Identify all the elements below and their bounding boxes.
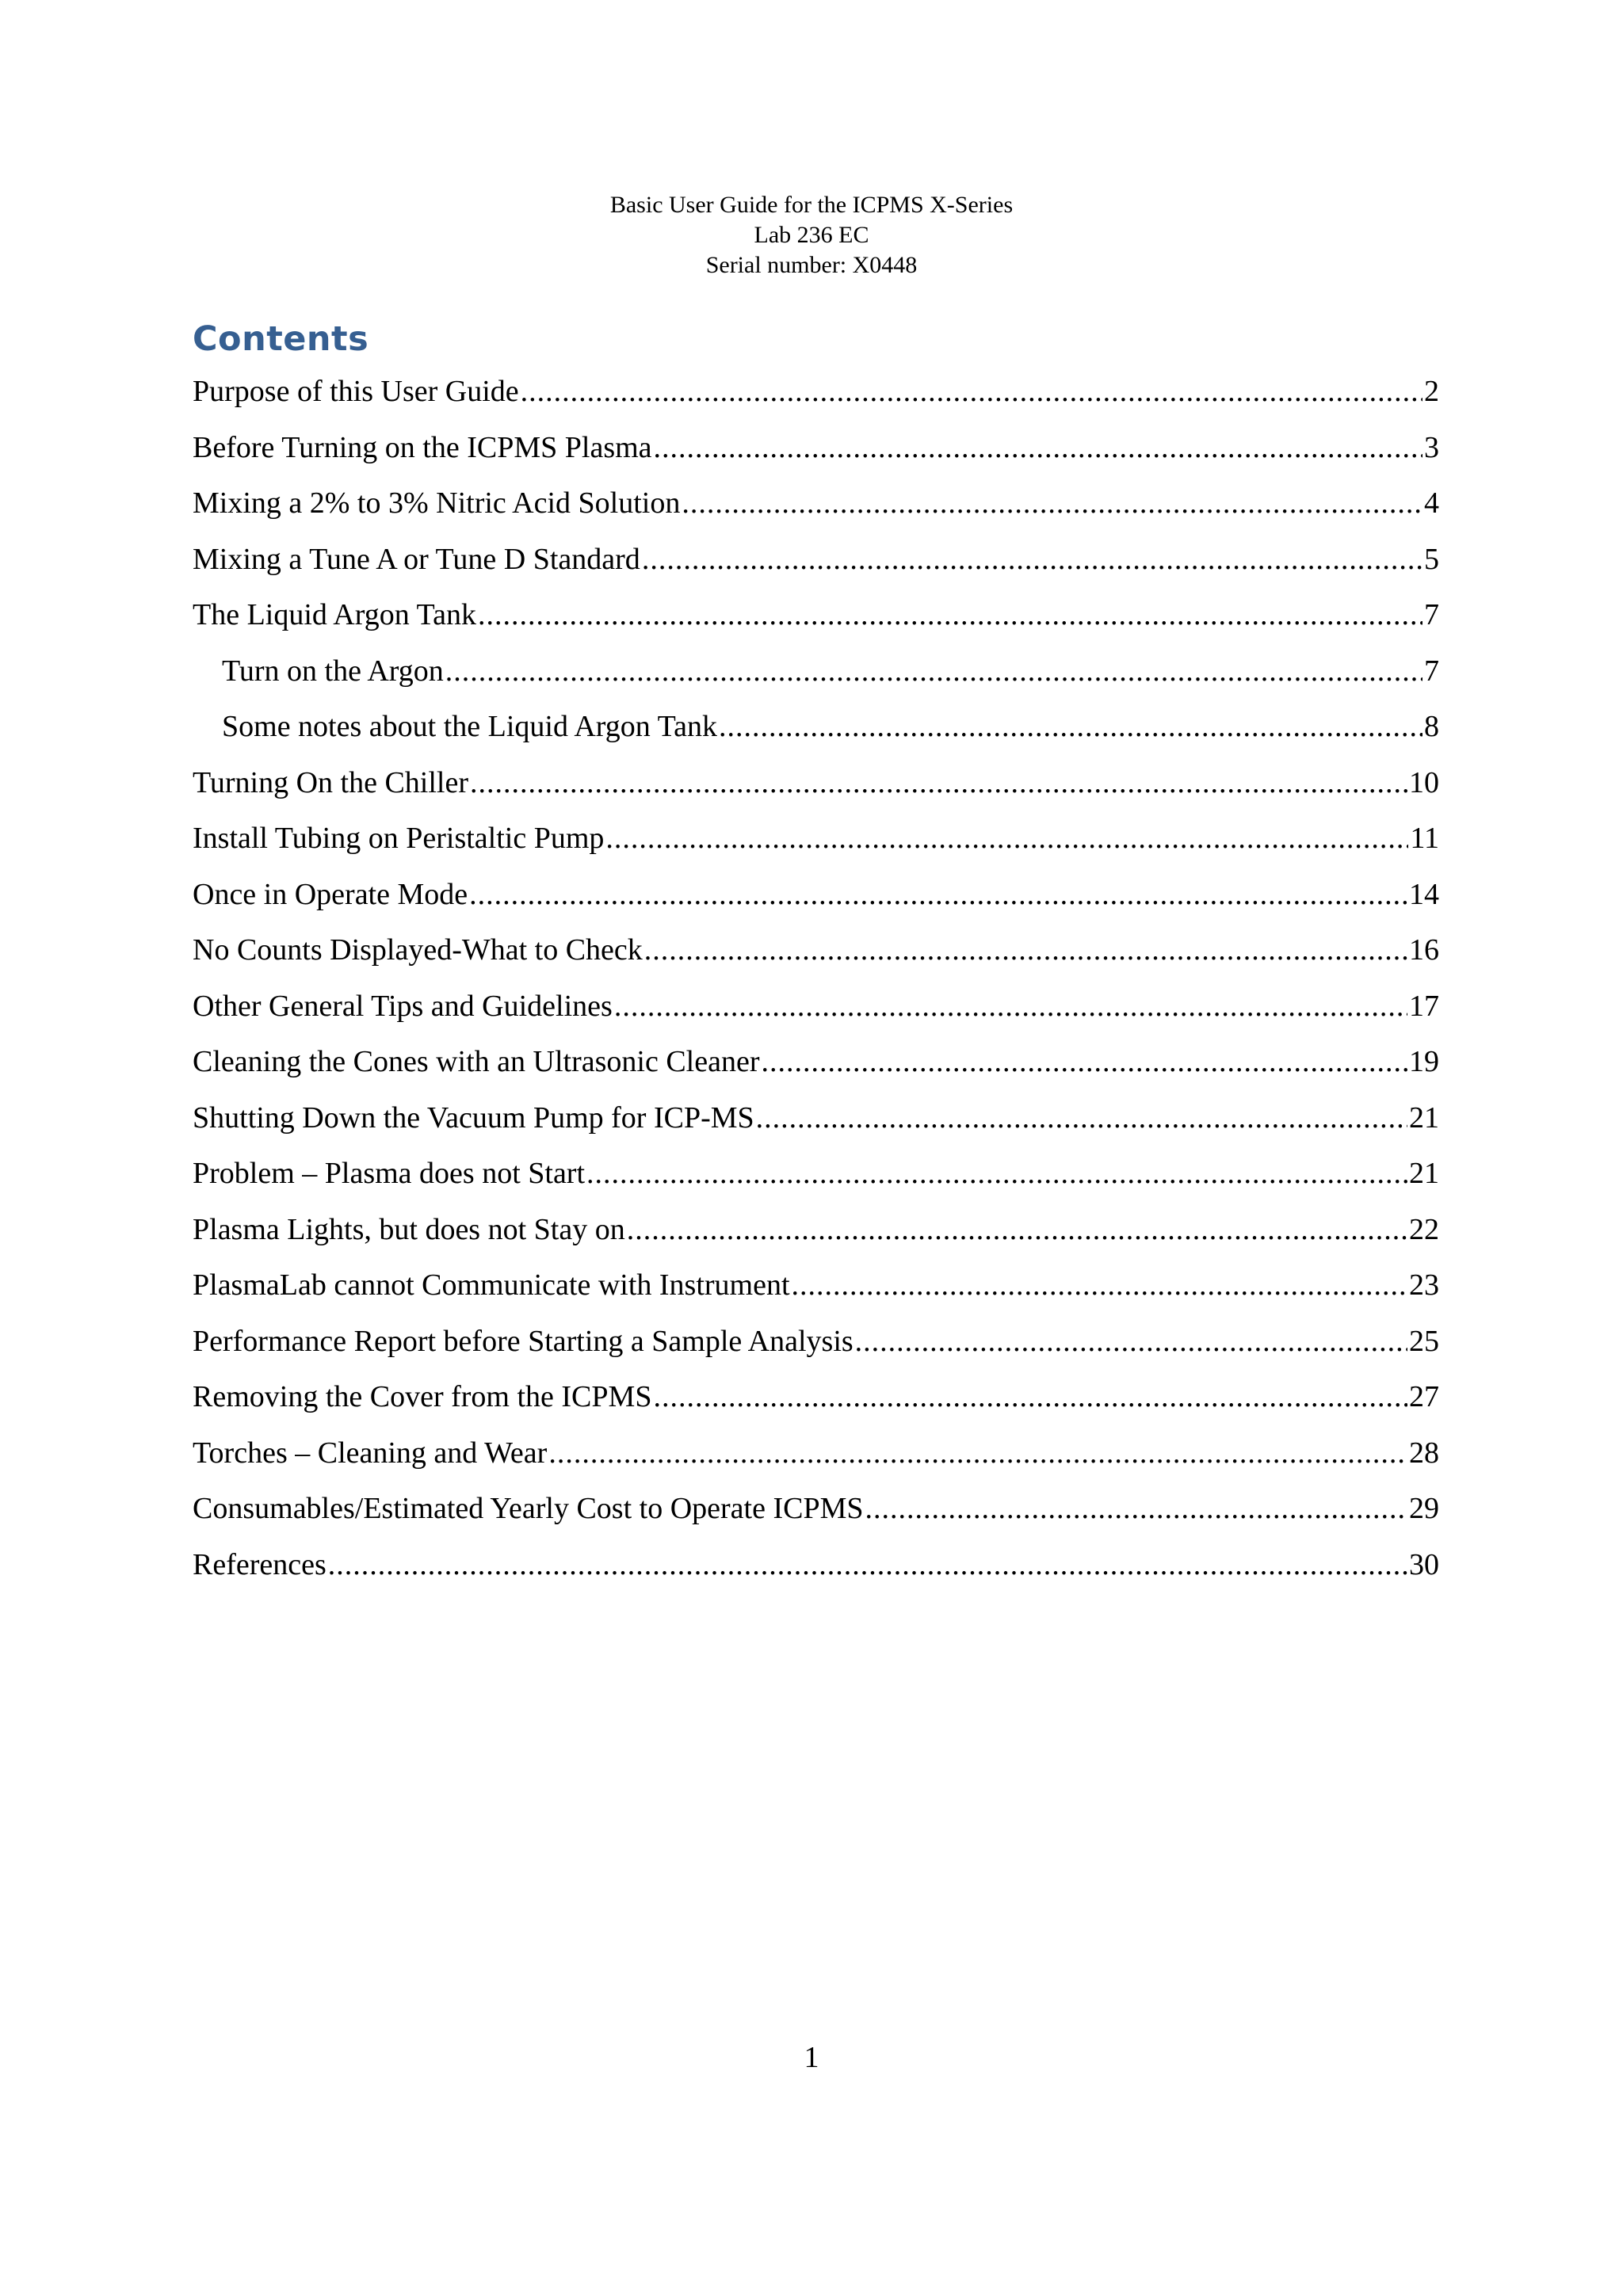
toc-entry-page: 2 [1424,375,1439,408]
toc-entry-page: 17 [1409,989,1439,1023]
toc-entry-performance-report[interactable] [193,1319,1439,1375]
toc-entry-vacuum-pump[interactable] [193,1096,1439,1152]
toc-entry-title: Problem – Plasma does not Start [193,1157,586,1190]
toc-entry-page: 23 [1409,1268,1439,1302]
toc-entry-removing-cover[interactable] [193,1375,1439,1431]
toc-entry-turn-on-argon[interactable] [193,649,1439,705]
toc-entry-page: 8 [1424,710,1439,743]
toc-leader-dots [469,872,1407,917]
toc-leader-dots [762,1039,1408,1084]
toc-entry-title: References [193,1547,327,1581]
toc-entry-page: 30 [1409,1547,1439,1581]
toc-entry-title: Other General Tips and Guidelines [193,989,613,1023]
toc-entry-page: 21 [1409,1100,1439,1135]
toc-leader-dots [614,984,1407,1028]
toc-entry-nitric-acid[interactable] [193,481,1439,537]
toc-entry-page: 22 [1409,1212,1439,1246]
toc-entry-references[interactable] [193,1543,1439,1599]
toc-entry-page: 27 [1409,1380,1439,1413]
page-number: 1 [804,2041,819,2074]
toc-entry-title: Consumables/Estimated Yearly Cost to Operate ICPMS [193,1492,864,1525]
toc-entry-title: Turning On the Chiller [193,765,468,799]
toc-leader-dots [653,1375,1407,1419]
toc-leader-dots [855,1319,1407,1363]
contents-heading: Contents [193,319,369,359]
toc-entry-no-counts[interactable] [193,928,1439,984]
toc-leader-dots [586,1151,1407,1196]
toc-entry-plasmalab-communicate[interactable] [193,1263,1439,1319]
toc-entry-title: Turn on the Argon [222,654,444,688]
toc-entry-title: Purpose of this User Guide [193,375,519,408]
toc-entry-argon-tank-notes[interactable] [193,704,1439,761]
header-lab: Lab 236 EC [754,222,869,248]
toc-entry-title: Performance Report before Starting a Sample Analysis [193,1324,854,1358]
toc-entry-title: Shutting Down the Vacuum Pump for ICP-MS [193,1100,754,1135]
toc-entry-page: 29 [1409,1492,1439,1525]
toc-entry-plasma-not-start[interactable] [193,1151,1439,1207]
toc-leader-dots [719,704,1423,749]
toc-entry-page: 4 [1424,486,1439,520]
toc-entry-title: The Liquid Argon Tank [193,598,476,631]
toc-leader-dots [627,1207,1407,1252]
toc-leader-dots [644,928,1407,972]
toc-entry-page: 3 [1424,430,1439,464]
toc-entry-title: Once in Operate Mode [193,877,468,911]
toc-entry-general-tips[interactable] [193,984,1439,1040]
toc-leader-dots [792,1263,1407,1307]
toc-entry-title: Before Turning on the ICPMS Plasma [193,430,652,464]
toc-entry-title: Some notes about the Liquid Argon Tank [222,710,717,743]
table-of-contents [193,369,1439,1598]
toc-entry-chiller[interactable] [193,761,1439,817]
toc-leader-dots [521,369,1423,414]
toc-entry-page: 25 [1409,1324,1439,1358]
toc-entry-cleaning-cones[interactable] [193,1039,1439,1096]
toc-entry-title: Install Tubing on Peristaltic Pump [193,822,605,855]
toc-entry-title: No Counts Displayed-What to Check [193,933,643,967]
header-serial: Serial number: X0448 [705,252,918,278]
toc-leader-dots [756,1096,1407,1140]
toc-entry-title: Mixing a 2% to 3% Nitric Acid Solution [193,486,681,520]
toc-entry-before-turning-on[interactable] [193,425,1439,482]
header-title: Basic User Guide for the ICPMS X-Series [609,192,1014,218]
toc-entry-page: 7 [1424,598,1439,631]
toc-leader-dots [470,761,1407,805]
toc-leader-dots [865,1486,1407,1531]
toc-entry-consumables[interactable] [193,1486,1439,1543]
toc-entry-page: 28 [1409,1436,1439,1470]
toc-entry-liquid-argon-tank[interactable] [193,593,1439,649]
toc-entry-title: Removing the Cover from the ICPMS [193,1380,652,1413]
toc-entry-page: 21 [1409,1157,1439,1190]
toc-leader-dots [445,649,1423,693]
toc-leader-dots [605,816,1408,860]
toc-leader-dots [478,593,1423,637]
toc-entry-page: 5 [1424,542,1439,576]
toc-entry-page: 16 [1409,933,1439,967]
toc-entry-title: Mixing a Tune A or Tune D Standard [193,542,640,576]
toc-entry-peristaltic-pump[interactable] [193,816,1439,872]
toc-entry-title: PlasmaLab cannot Communicate with Instrument [193,1268,790,1302]
toc-entry-page: 10 [1409,765,1439,799]
toc-leader-dots [654,425,1423,470]
toc-entry-page: 11 [1410,822,1439,855]
toc-leader-dots [548,1431,1407,1475]
toc-entry-plasma-not-stay[interactable] [193,1207,1439,1264]
document-header [0,190,1623,280]
toc-entry-page: 19 [1409,1045,1439,1078]
toc-leader-dots [642,537,1423,582]
toc-entry-page: 7 [1424,654,1439,688]
toc-entry-title: Cleaning the Cones with an Ultrasonic Cleaner [193,1045,760,1078]
toc-entry-page: 14 [1409,877,1439,911]
toc-entry-operate-mode[interactable] [193,872,1439,929]
toc-leader-dots [328,1543,1407,1587]
toc-entry-tune-standard[interactable] [193,537,1439,593]
toc-entry-title: Torches – Cleaning and Wear [193,1436,548,1470]
toc-entry-purpose[interactable] [193,369,1439,425]
toc-entry-torches[interactable] [193,1431,1439,1487]
toc-leader-dots [682,481,1423,525]
toc-entry-title: Plasma Lights, but does not Stay on [193,1212,625,1246]
